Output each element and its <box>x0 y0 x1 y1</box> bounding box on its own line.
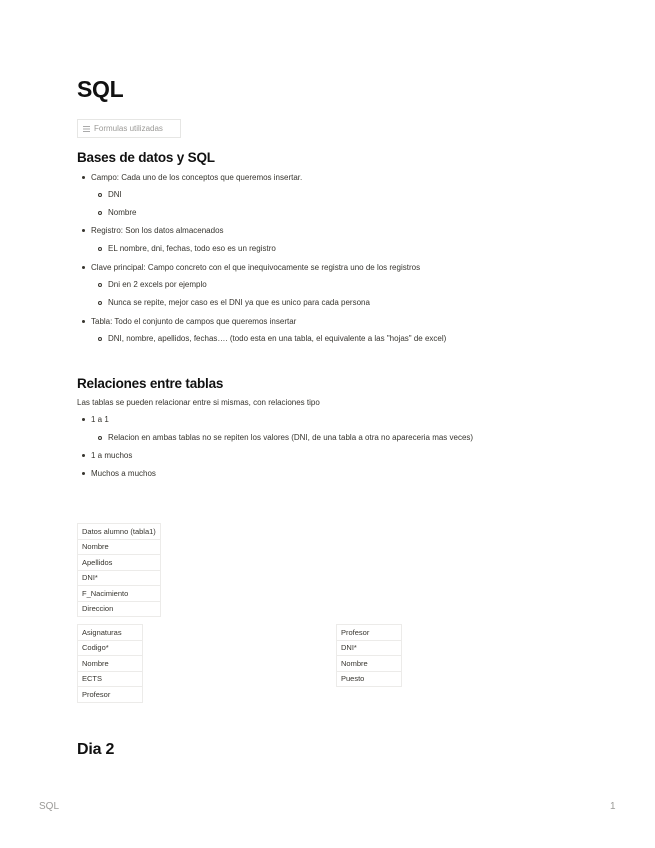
table-row <box>78 539 161 555</box>
paragraph: Las tablas se pueden relacionar entre si mismas, con relaciones tipo <box>77 398 320 407</box>
table-cell: ECTS <box>78 671 143 687</box>
table-datos-alumno <box>77 523 161 617</box>
bullet-ring-icon <box>98 283 102 287</box>
heading-relaciones: Relaciones entre tablas <box>77 376 224 391</box>
list-subitem: Nunca se repite, mejor caso es el DNI ya que es unico para cada persona <box>108 298 370 307</box>
bullet-icon <box>82 320 85 323</box>
table-row <box>78 601 161 617</box>
bullet-icon <box>82 266 85 269</box>
table-cell: Datos alumno (tabla1) <box>78 524 161 540</box>
table-row <box>337 656 402 672</box>
list-subitem: Dni en 2 excels por ejemplo <box>108 280 207 289</box>
list-subitem: DNI, nombre, apellidos, fechas…. (todo esta en una tabla, el equivalente a las "hojas" de excel) <box>108 334 447 343</box>
table-row <box>78 625 143 641</box>
table-row <box>78 687 143 703</box>
bullet-ring-icon <box>98 337 102 341</box>
footer-page-number: 1 <box>610 801 616 812</box>
table-cell: Nombre <box>337 656 402 672</box>
list-subitem: Nombre <box>108 208 137 217</box>
table-profesor <box>336 624 402 687</box>
bullet-ring-icon <box>98 247 102 251</box>
bullet-ring-icon <box>98 301 102 305</box>
table-cell: Codigo* <box>78 640 143 656</box>
table-row <box>337 625 402 641</box>
table-row <box>78 640 143 656</box>
page-title: SQL <box>77 76 124 102</box>
table-cell: DNI* <box>337 640 402 656</box>
table-row <box>337 640 402 656</box>
table-row <box>78 570 161 586</box>
list-subitem: Relacion en ambas tablas no se repiten los valores (DNI, de una tabla a otra no apareceria mas veces) <box>108 433 474 442</box>
list-item: Campo: Cada uno de los conceptos que queremos insertar. <box>91 173 303 182</box>
table-cell: Profesor <box>78 687 143 703</box>
bullet-icon <box>82 229 85 232</box>
list-item: Muchos a muchos <box>91 469 156 478</box>
table-row <box>78 671 143 687</box>
table-cell: Profesor <box>337 625 402 641</box>
table-cell: Asignaturas <box>78 625 143 641</box>
table-cell: Puesto <box>337 671 402 687</box>
table-cell: Apellidos <box>78 555 161 571</box>
list-subitem: DNI <box>108 190 122 199</box>
bullet-icon <box>82 418 85 421</box>
list-subitem: EL nombre, dni, fechas, todo eso es un registro <box>108 244 276 253</box>
footer-title: SQL <box>39 801 60 812</box>
bullet-icon <box>82 176 85 179</box>
bullet-icon <box>82 454 85 457</box>
table-cell: F_Nacimiento <box>78 586 161 602</box>
heading-bases-datos: Bases de datos y SQL <box>77 150 215 165</box>
table-row <box>78 656 143 672</box>
bullet-ring-icon <box>98 211 102 215</box>
list-item: Clave principal: Campo concreto con el que inequivocamente se registra uno de los registros <box>91 263 421 272</box>
property-formulas[interactable] <box>77 119 181 138</box>
table-cell: Nombre <box>78 539 161 555</box>
table-row <box>78 524 161 540</box>
table-cell: Direccion <box>78 601 161 617</box>
table-row <box>78 586 161 602</box>
list-item: 1 a 1 <box>91 415 109 424</box>
list-item: Registro: Son los datos almacenados <box>91 226 224 235</box>
table-row <box>78 555 161 571</box>
list-icon <box>83 126 90 132</box>
bullet-ring-icon <box>98 193 102 197</box>
property-label: Formulas utilizadas <box>94 124 163 133</box>
bullet-ring-icon <box>98 436 102 440</box>
table-cell: DNI* <box>78 570 161 586</box>
table-asignaturas <box>77 624 143 703</box>
list-item: 1 a muchos <box>91 451 133 460</box>
table-cell: Nombre <box>78 656 143 672</box>
bullet-icon <box>82 472 85 475</box>
list-item: Tabla: Todo el conjunto de campos que queremos insertar <box>91 317 297 326</box>
table-row <box>337 671 402 687</box>
heading-dia-2: Dia 2 <box>77 741 115 758</box>
